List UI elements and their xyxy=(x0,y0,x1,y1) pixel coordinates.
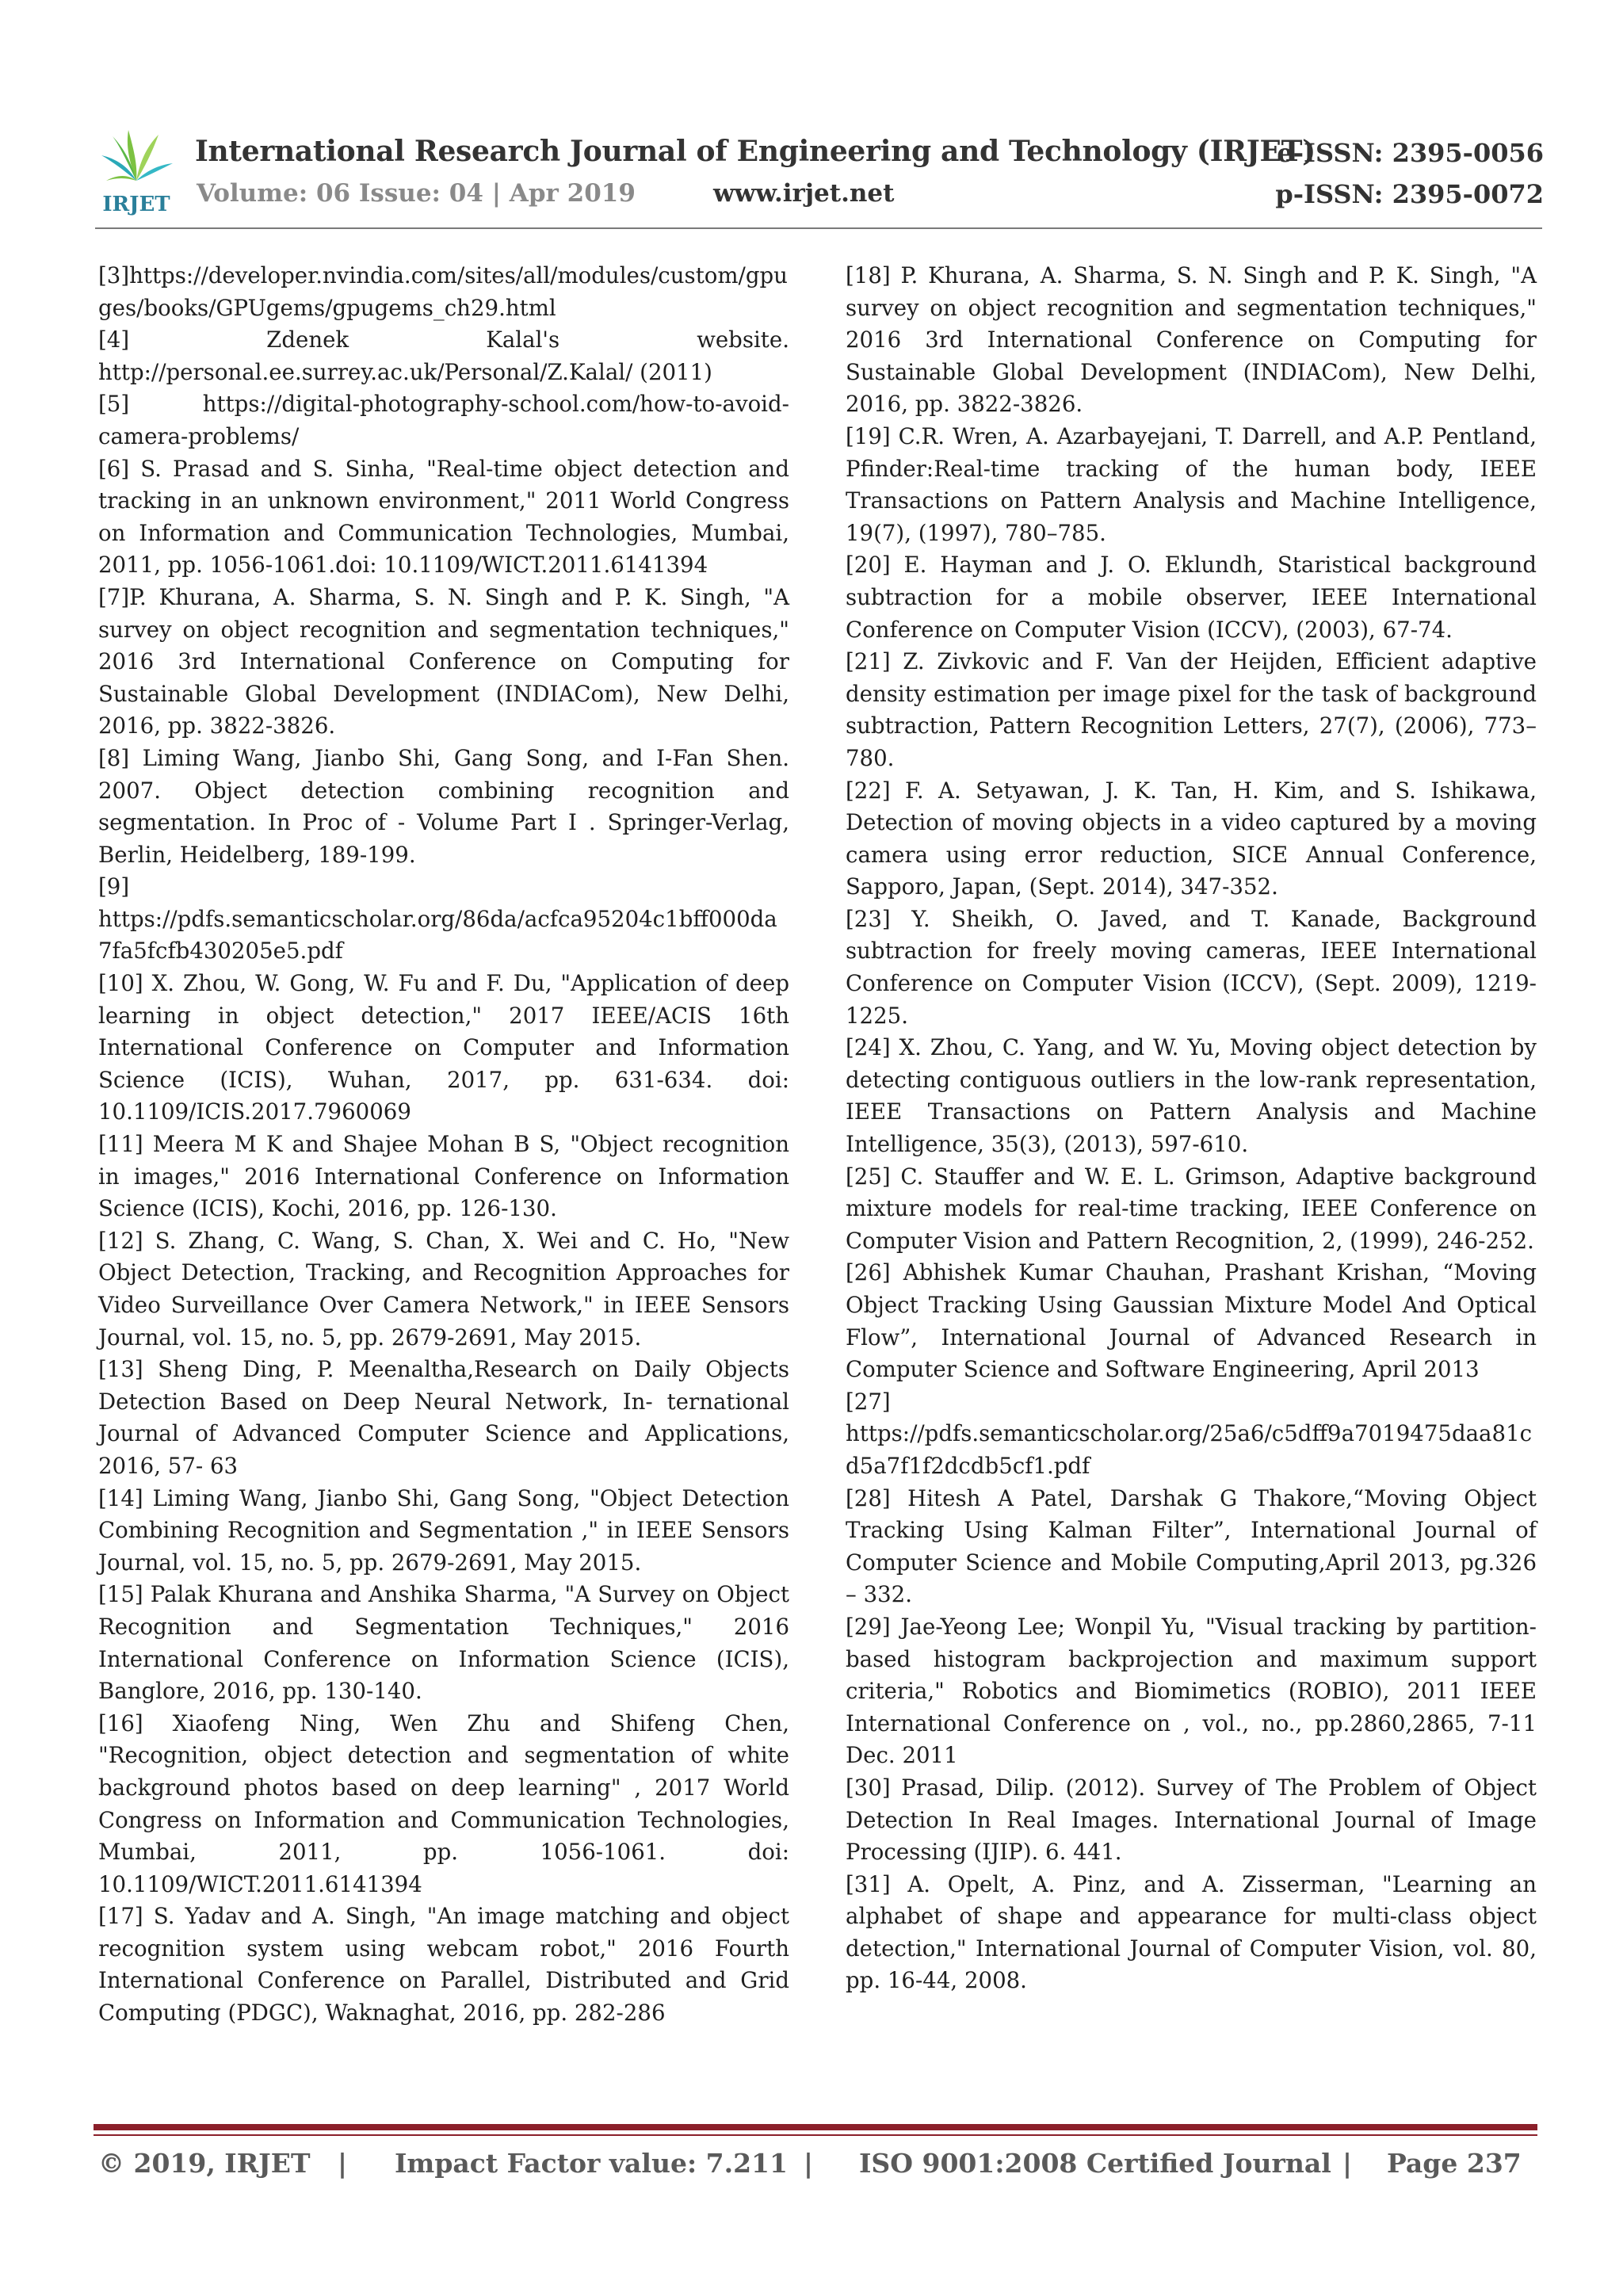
footer-divider-thick xyxy=(94,2124,1537,2130)
reference-12: [12] S. Zhang, C. Wang, S. Chan, X. Wei and C. Ho, "New Object Detection, Tracking, and Recognition Approaches for Video Surveillance Over Camera Network," in IEEE Sensors Journal, vol. 15, no. 5, pp. 2679-2691, May 2015. xyxy=(98,1227,789,1350)
footer-impact-factor: Impact Factor value: 7.211 xyxy=(395,2148,788,2179)
reference-9: [9] https://pdfs.semanticscholar.org/86da/acfca95204c1bff000da7fa5fcfb430205e5.pdf xyxy=(98,873,777,965)
reference-16: [16] Xiaofeng Ning, Wen Zhu and Shifeng Chen, "Recognition, object detection and segmentation of white background photos based on deep learning" , 2017 World Congress on Information and Communication Technologies, Mumbai, 2011, pp. 1056-1061. doi: 10.1109/WICT.2011.6141394 xyxy=(98,1710,789,1897)
p-issn: p-ISSN: 2395-0072 xyxy=(1275,179,1544,209)
reference-6: [6] S. Prasad and S. Sinha, "Real-time object detection and tracking in an unknown environment," 2011 World Congress on Information and Communication Technologies, Mumbai, 2011, pp. 1056-1061.doi: 10.1109/WICT.2011.6141394 xyxy=(98,455,789,579)
reference-10: [10] X. Zhou, W. Gong, W. Fu and F. Du, "Application of deep learning in object detection," 2017 IEEE/ACIS 16th International Conference on Computer and Information Science (ICIS), Wuhan, 2017, pp. 631-634. doi: 10.1109/ICIS.2017.7960069 xyxy=(98,970,789,1125)
footer-page-number: Page 237 xyxy=(1387,2148,1522,2179)
reference-29: [29] Jae-Yeong Lee; Wonpil Yu, "Visual tracking by partition-based histogram backprojection and maximum support criteria," Robotics and Biomimetics (ROBIO), 2011 IEEE International Conference on , vol., no., pp.2860,2865, 7-11 Dec. 2011 xyxy=(846,1613,1537,1769)
reference-4: [4] Zdenek Kalal's website. http://personal.ee.surrey.ac.uk/Personal/Z.Kalal/ (2011) xyxy=(98,327,789,385)
footer-iso-certification: ISO 9001:2008 Certified Journal xyxy=(859,2148,1331,2179)
reference-19: [19] C.R. Wren, A. Azarbayejani, T. Darrell, and A.P. Pentland, Pfinder:Real-time tracking of the human body, IEEE Transactions on Pattern Analysis and Machine Intelligence, 19(7), (1997), 780–785. xyxy=(846,422,1537,546)
reference-3: [3]https://developer.nvindia.com/sites/all/modules/custom/gpuges/books/GPUgems/gpugems_ch29.html xyxy=(98,262,788,321)
irjet-logo-icon xyxy=(94,119,179,218)
reference-8: [8] Liming Wang, Jianbo Shi, Gang Song, and I-Fan Shen. 2007. Object detection combining recognition and segmentation. In Proc of - Volume Part I . Springer-Verlag, Berlin, Heidelberg, 189-199. xyxy=(98,744,789,868)
reference-11: [11] Meera M K and Shajee Mohan B S, "Object recognition in images," 2016 International Conference on Information Science (ICIS), Kochi, 2016, pp. 126-130. xyxy=(98,1131,789,1222)
logo-wordmark: IRJET xyxy=(102,193,170,216)
references-left-column xyxy=(98,260,789,2030)
references-right-column xyxy=(846,260,1537,1997)
e-issn: e-ISSN: 2395-0056 xyxy=(1277,138,1544,168)
reference-15: [15] Palak Khurana and Anshika Sharma, "A Survey on Object Recognition and Segmentation Techniques," 2016 International Conference on Information Science (ICIS), Banglore, 2016, pp. 130-140. xyxy=(98,1581,789,1705)
reference-27: [27] https://pdfs.semanticscholar.org/25a6/c5dff9a7019475daa81cd5a7f1f2dcdb5cf1.pdf xyxy=(846,1388,1533,1479)
footer-separator: | xyxy=(1342,2148,1353,2179)
reference-23: [23] Y. Sheikh, O. Javed, and T. Kanade, Background subtraction for freely moving cameras, IEEE International Conference on Computer Vision (ICCV), (Sept. 2009), 1219-1225. xyxy=(846,905,1537,1029)
reference-24: [24] X. Zhou, C. Yang, and W. Yu, Moving object detection by detecting contiguous outliers in the low-rank representation, IEEE Transactions on Pattern Analysis and Machine Intelligence, 35(3), (2013), 597-610. xyxy=(846,1034,1537,1158)
header-divider xyxy=(95,227,1542,229)
page-footer xyxy=(98,2148,1541,2187)
reference-28: [28] Hitesh A Patel, Darshak G Thakore,“Moving Object Tracking Using Kalman Filter”, International Journal of Computer Science and Mobile Computing,April 2013, pg.326 – 332. xyxy=(846,1484,1537,1608)
reference-13: [13] Sheng Ding, P. Meenaltha,Research on Daily Objects Detection Based on Deep Neural Network, In- ternational Journal of Advanced Computer Science and Applications, 2016, 57- 63 xyxy=(98,1356,789,1479)
page-header xyxy=(94,119,1544,230)
reference-25: [25] C. Stauffer and W. E. L. Grimson, Adaptive background mixture models for real-time tracking, IEEE Conference on Computer Vision and Pattern Recognition, 2, (1999), 246-252. xyxy=(846,1163,1537,1254)
reference-7: [7]P. Khurana, A. Sharma, S. N. Singh and P. K. Singh, "A survey on object recognition and segmentation techniques," 2016 3rd International Conference on Computing for Sustainable Global Development (INDIACom), New Delhi, 2016, pp. 3822-3826. xyxy=(98,583,789,739)
footer-separator: | xyxy=(338,2148,348,2179)
reference-26: [26] Abhishek Kumar Chauhan, Prashant Krishan, “Moving Object Tracking Using Gaussian Mixture Model And Optical Flow”, International Journal of Advanced Research in Computer Science and Software Engineering, April 2013 xyxy=(846,1259,1537,1383)
footer-divider-thin xyxy=(94,2134,1537,2136)
footer-copyright: © 2019, IRJET xyxy=(98,2148,311,2179)
reference-18: [18] P. Khurana, A. Sharma, S. N. Singh and P. K. Singh, "A survey on object recognition and segmentation techniques," 2016 3rd International Conference on Computing for Sustainable Global Development (INDIACom), New Delhi, 2016, pp. 3822-3826. xyxy=(846,262,1537,418)
irjet-logo xyxy=(94,119,179,218)
journal-title: International Research Journal of Engineering and Technology (IRJET) xyxy=(195,135,1316,168)
reference-5: [5] https://digital-photography-school.com/how-to-avoid-camera-problems/ xyxy=(98,391,789,449)
reference-17: [17] S. Yadav and A. Singh, "An image matching and object recognition system using webcam robot," 2016 Fourth International Conference on Parallel, Distributed and Grid Computing (PDGC), Waknaghat, 2016, pp. 282-286 xyxy=(98,1903,789,2027)
journal-website[interactable]: www.irjet.net xyxy=(713,179,895,208)
reference-21: [21] Z. Zivkovic and F. Van der Heijden, Efficient adaptive density estimation per image pixel for the task of background subtraction, Pattern Recognition Letters, 27(7), (2006), 773–780. xyxy=(846,648,1537,771)
reference-20: [20] E. Hayman and J. O. Eklundh, Staristical background subtraction for a mobile observer, IEEE International Conference on Computer Vision (ICCV), (2003), 67-74. xyxy=(846,552,1537,643)
reference-14: [14] Liming Wang, Jianbo Shi, Gang Song, "Object Detection Combining Recognition and Segmentation ," in IEEE Sensors Journal, vol. 15, no. 5, pp. 2679-2691, May 2015. xyxy=(98,1484,789,1576)
reference-30: [30] Prasad, Dilip. (2012). Survey of The Problem of Object Detection In Real Images. International Journal of Image Processing (IJIP). 6. 441. xyxy=(846,1774,1537,1866)
footer-separator: | xyxy=(804,2148,814,2179)
reference-22: [22] F. A. Setyawan, J. K. Tan, H. Kim, and S. Ishikawa, Detection of moving objects in a video captured by a moving camera using error reduction, SICE Annual Conference, Sapporo, Japan, (Sept. 2014), 347-352. xyxy=(846,777,1537,900)
reference-31: [31] A. Opelt, A. Pinz, and A. Zisserman, "Learning an alphabet of shape and appearance for multi-class object detection," International Journal of Computer Vision, vol. 80, pp. 16-44, 2008. xyxy=(846,1870,1537,1994)
volume-issue: Volume: 06 Issue: 04 | Apr 2019 xyxy=(197,179,636,208)
